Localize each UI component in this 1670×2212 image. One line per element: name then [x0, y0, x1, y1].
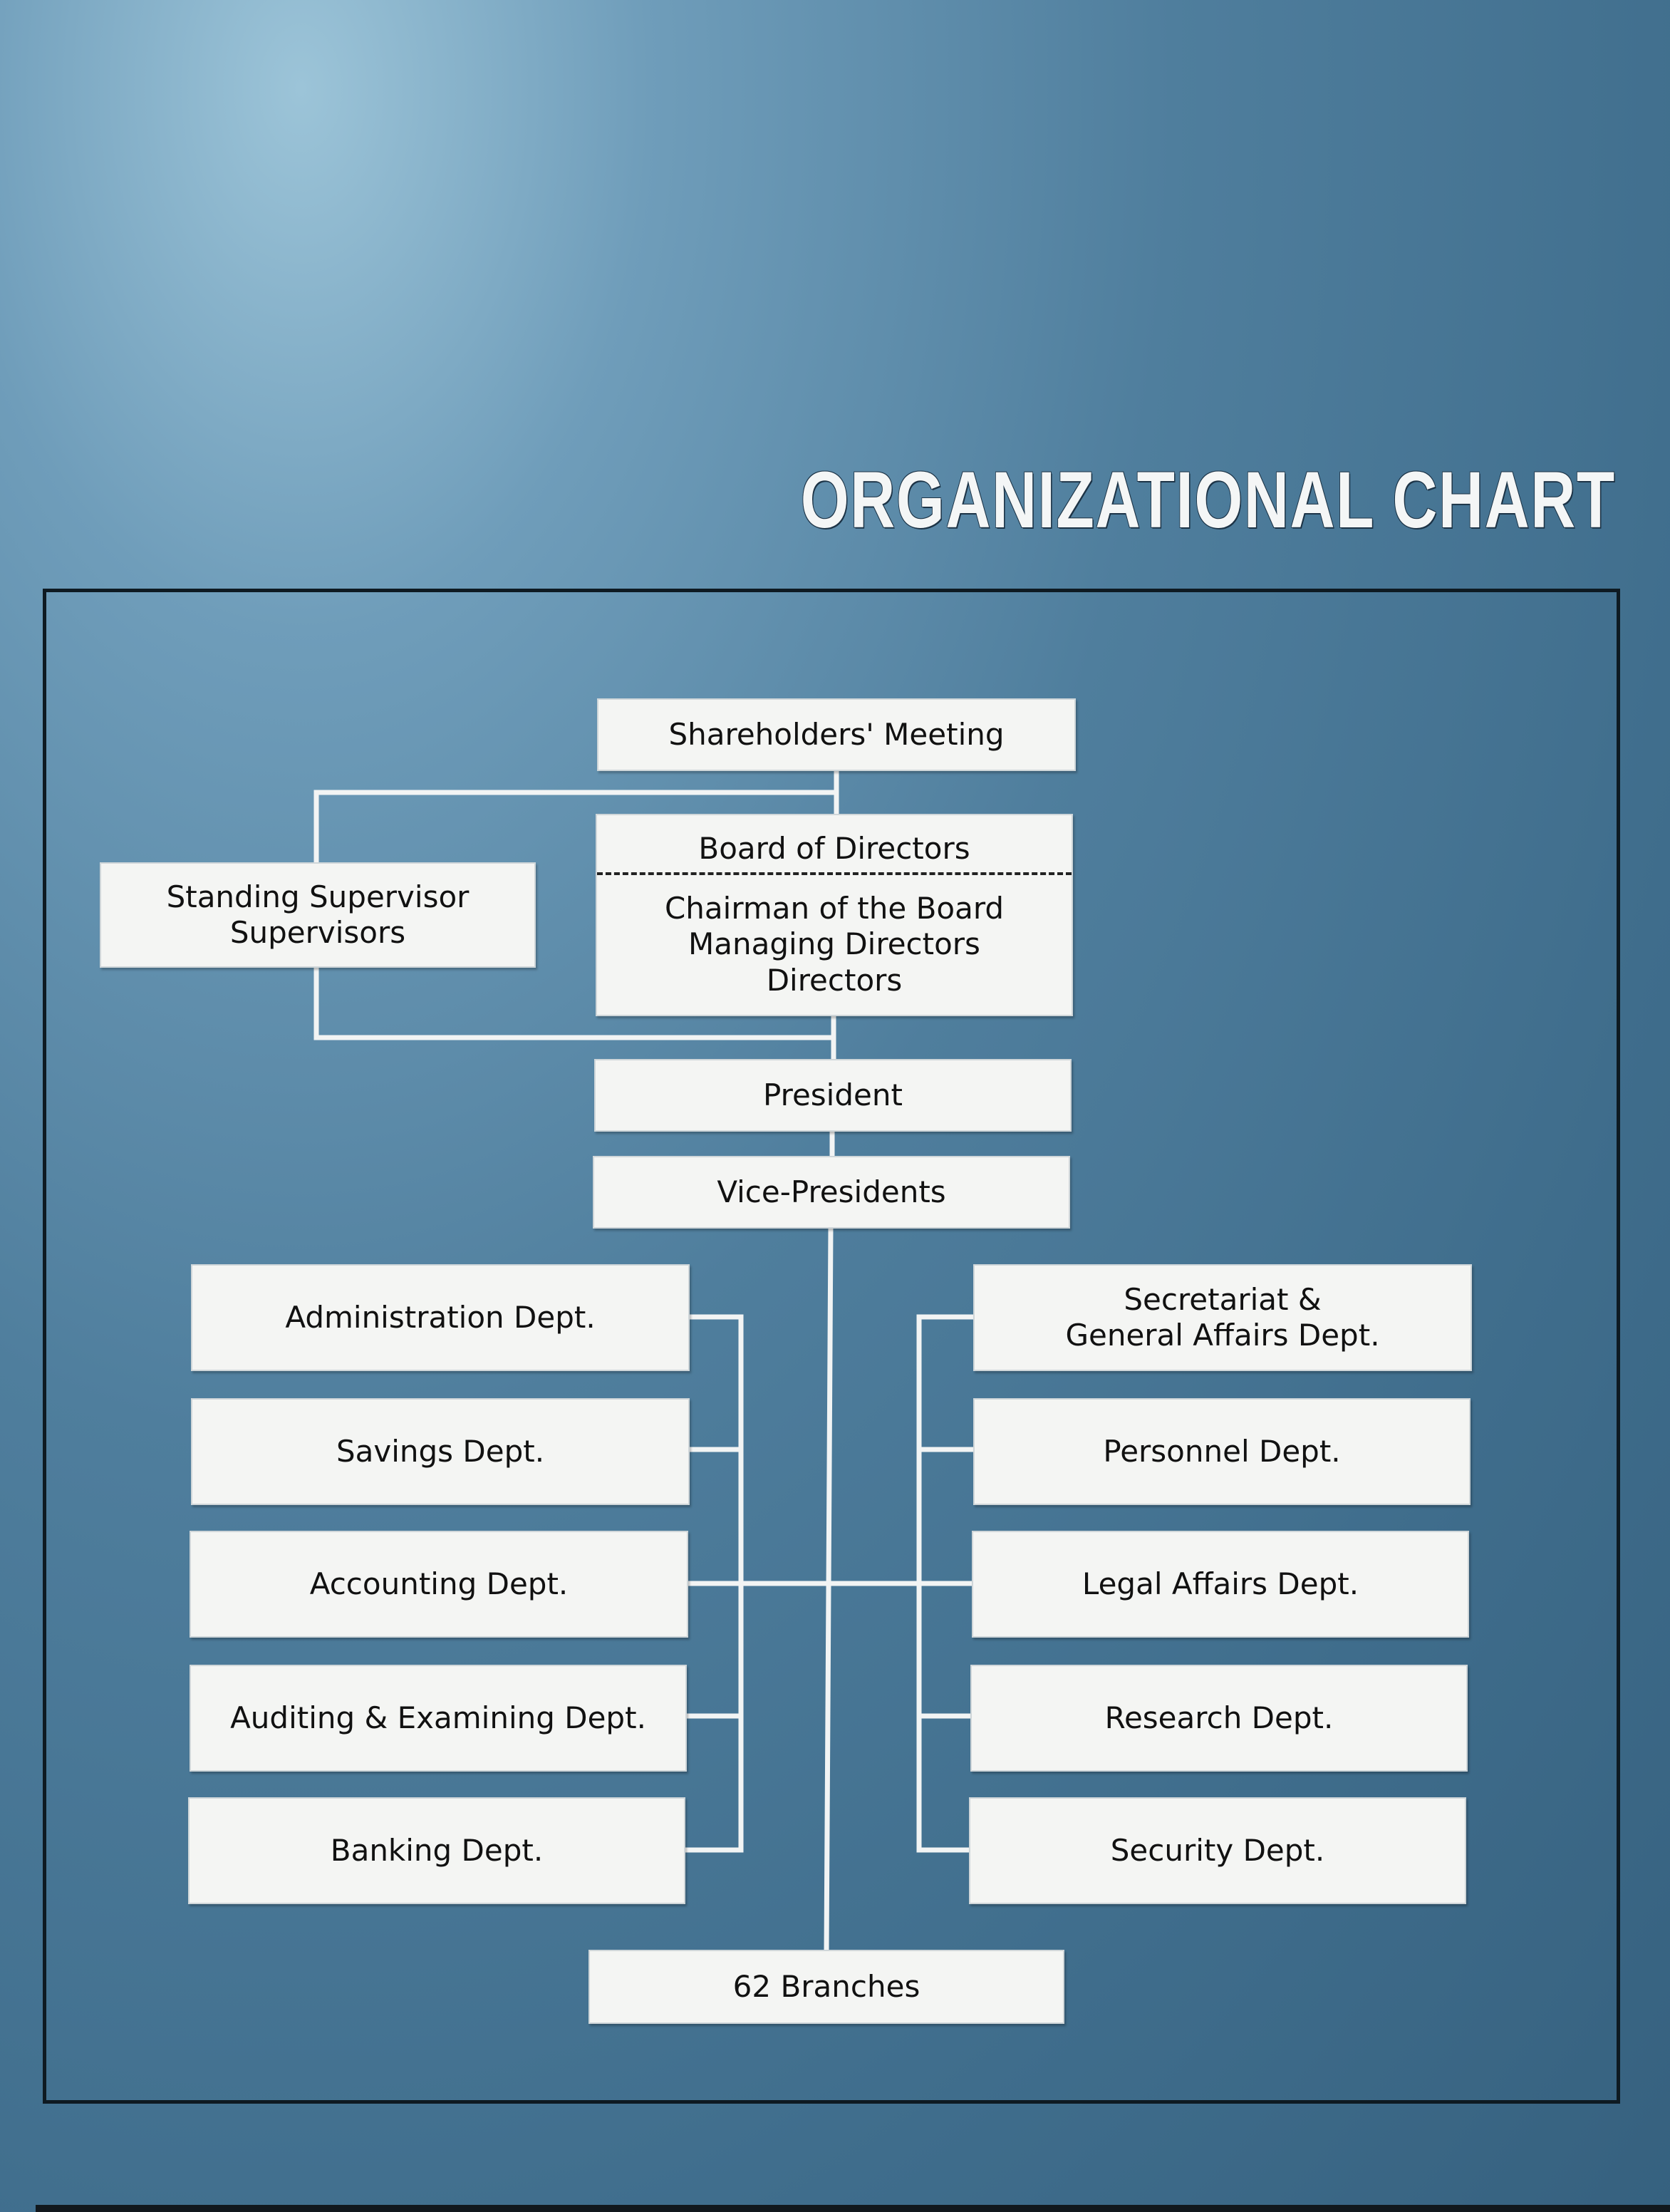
dept-node: [190, 1531, 688, 1638]
president-node: [594, 1059, 1072, 1132]
dept-label: Research Dept.: [1104, 1700, 1334, 1735]
dept-node: [188, 1797, 685, 1904]
dept-label: Administration Dept.: [285, 1299, 596, 1335]
dept-label: Savings Dept.: [336, 1433, 545, 1469]
shareholders-meeting-label: Shareholders' Meeting: [668, 716, 1005, 752]
dept-label: Banking Dept.: [330, 1832, 544, 1868]
dept-node: [190, 1665, 687, 1772]
dept-label: Accounting Dept.: [309, 1566, 569, 1601]
directors-label: Directors: [766, 962, 903, 998]
dept-node: [970, 1665, 1468, 1772]
managing-directors-label: Managing Directors: [688, 926, 980, 962]
dept-label: Secretariat &: [1124, 1281, 1322, 1317]
dept-node: [191, 1264, 690, 1371]
standing-supervisor-node: [100, 862, 536, 968]
board-of-directors-label: Board of Directors: [698, 831, 970, 866]
dept-label: Legal Affairs Dept.: [1082, 1566, 1359, 1601]
dept-label: Personnel Dept.: [1103, 1433, 1341, 1469]
dept-node: [973, 1398, 1471, 1505]
dept-label: General Affairs Dept.: [1065, 1318, 1380, 1353]
dept-node: [973, 1264, 1472, 1371]
president-label: President: [763, 1077, 903, 1112]
standing-supervisor-label: Standing Supervisor: [166, 879, 470, 914]
vice-presidents-label: Vice-Presidents: [717, 1174, 946, 1209]
branches-label: 62 Branches: [732, 1968, 920, 2004]
vice-presidents-node: [593, 1156, 1070, 1229]
bottom-edge: [36, 2205, 1670, 2212]
dept-node: [191, 1398, 690, 1505]
dept-label: Auditing & Examining Dept.: [230, 1700, 646, 1735]
branches-node: [588, 1950, 1064, 2024]
dept-node: [969, 1797, 1466, 1904]
dept-node: [972, 1531, 1469, 1638]
supervisors-label: Supervisors: [229, 915, 406, 950]
board-of-directors-node: [596, 814, 1073, 1016]
dept-label: Security Dept.: [1110, 1832, 1325, 1868]
shareholders-meeting-node: [597, 698, 1076, 771]
chairman-label: Chairman of the Board: [664, 891, 1005, 926]
page-title: ORGANIZATIONAL CHART: [800, 455, 1616, 544]
